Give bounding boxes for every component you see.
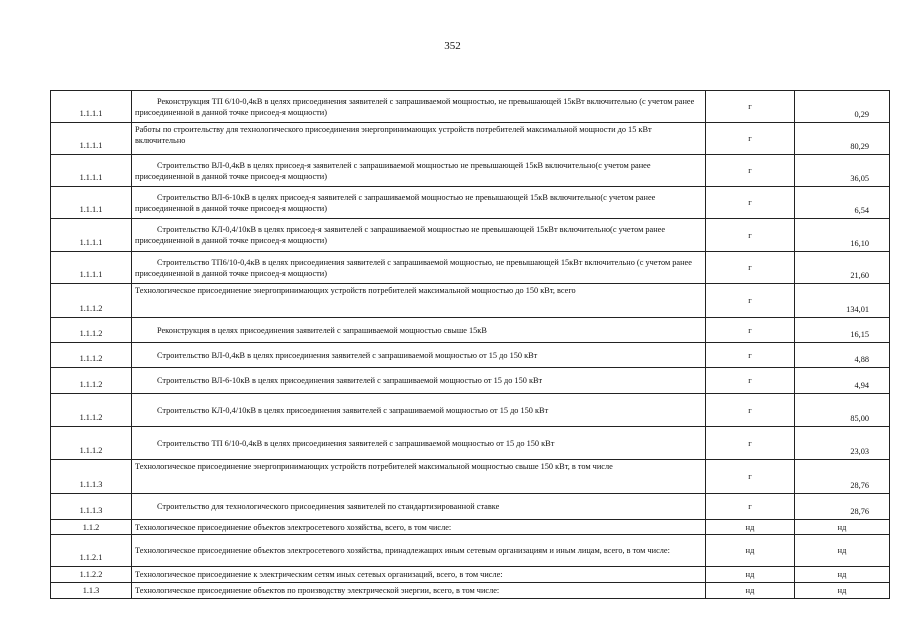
row-name: Реконструкция в целях присоединения заявителей с запрашиваемой мощностью свыше 15кВ: [132, 318, 706, 343]
row-unit: г: [706, 252, 795, 284]
table-row: [51, 219, 890, 252]
row-value: 21,60: [795, 252, 890, 284]
page-number: 352: [444, 40, 461, 52]
row-name: Технологическое присоединение энергопринимающих устройств потребителей максимальной мощностью до 150 кВт, всего: [132, 284, 706, 318]
table-row: [51, 368, 890, 394]
row-unit: г: [706, 123, 795, 155]
row-unit: г: [706, 494, 795, 520]
row-unit: г: [706, 91, 795, 123]
row-unit: г: [706, 318, 795, 343]
row-code: 1.1.1.1: [51, 187, 132, 219]
row-unit: нд: [706, 567, 795, 583]
row-name: Строительство ВЛ-6-10кВ в целях присоед-я заявителей с запрашиваемой мощностью не превышающей 15кВ включительно(с учетом ранее присоединенной в данной точке присоед-я мощности): [132, 187, 706, 219]
row-code: 1.1.3: [51, 583, 132, 599]
row-value: нд: [795, 520, 890, 535]
table-row: [51, 583, 890, 599]
row-value: 36,05: [795, 155, 890, 187]
row-code: 1.1.1.3: [51, 494, 132, 520]
row-name: Строительство КЛ-0,4/10кВ в целях присоединения заявителей с запрашиваемой мощностью от 15 до 150 кВт: [132, 394, 706, 427]
row-unit: г: [706, 219, 795, 252]
row-unit: г: [706, 460, 795, 494]
row-code: 1.1.1.2: [51, 343, 132, 368]
row-value: 16,15: [795, 318, 890, 343]
row-name: Технологическое присоединение к электрическим сетям иных сетевых организаций, всего, в том числе:: [132, 567, 706, 583]
row-value: 4,94: [795, 368, 890, 394]
row-name: Строительство ВЛ-0,4кВ в целях присоединения заявителей с запрашиваемой мощностью от 15 до 150 кВт: [132, 343, 706, 368]
row-name: Строительство ВЛ-0,4кВ в целях присоед-я заявителей с запрашиваемой мощностью не превышающей 15кВ включительно(с учетом ранее присоединенной в данной точке присоед-я мощности): [132, 155, 706, 187]
table-row: [51, 494, 890, 520]
row-code: 1.1.1.1: [51, 155, 132, 187]
row-value: 28,76: [795, 494, 890, 520]
row-code: 1.1.1.1: [51, 252, 132, 284]
table-row: [51, 123, 890, 155]
row-code: 1.1.1.2: [51, 394, 132, 427]
row-code: 1.1.1.1: [51, 91, 132, 123]
row-code: 1.1.1.1: [51, 123, 132, 155]
row-unit: г: [706, 343, 795, 368]
row-name: Технологическое присоединение объектов по производству электрической энергии, всего, в том числе:: [132, 583, 706, 599]
row-value: нд: [795, 535, 890, 567]
table-row: [51, 567, 890, 583]
table-row: [51, 91, 890, 123]
row-value: 0,29: [795, 91, 890, 123]
row-value: нд: [795, 567, 890, 583]
row-name: Технологическое присоединение объектов электросетевого хозяйства, принадлежащих иным сетевым организациям и иным лицам, всего, в том числе:: [132, 535, 706, 567]
row-code: 1.1.1.2: [51, 368, 132, 394]
row-value: 134,01: [795, 284, 890, 318]
table-row: [51, 252, 890, 284]
row-name: Реконструкция ТП 6/10-0,4кВ в целях присоединения заявителей с запрашиваемой мощностью, не превышающей 15кВт включительно (с учетом ранее присоединенной в данной точке присоед-я мощности): [132, 91, 706, 123]
table-row: [51, 394, 890, 427]
row-code: 1.1.2.2: [51, 567, 132, 583]
row-value: 85,00: [795, 394, 890, 427]
table-row: [51, 427, 890, 460]
row-code: 1.1.1.2: [51, 427, 132, 460]
row-name: Технологическое присоединение энергопринимающих устройств потребителей максимальной мощностью свыше 150 кВт, в том числе: [132, 460, 706, 494]
table-row: [51, 284, 890, 318]
row-code: 1.1.2.1: [51, 535, 132, 567]
row-code: 1.1.1.2: [51, 284, 132, 318]
row-value: 23,03: [795, 427, 890, 460]
row-unit: нд: [706, 520, 795, 535]
row-unit: г: [706, 394, 795, 427]
table-row: [51, 343, 890, 368]
investment-table: [50, 90, 890, 599]
row-value: 28,76: [795, 460, 890, 494]
table-row: [51, 520, 890, 535]
table-row: [51, 318, 890, 343]
table-row: [51, 187, 890, 219]
table-row: [51, 535, 890, 567]
row-value: нд: [795, 583, 890, 599]
row-unit: нд: [706, 583, 795, 599]
row-unit: г: [706, 284, 795, 318]
table-row: [51, 155, 890, 187]
row-value: 6,54: [795, 187, 890, 219]
row-code: 1.1.1.2: [51, 318, 132, 343]
row-value: 4,88: [795, 343, 890, 368]
row-name: Строительство ТП 6/10-0,4кВ в целях присоединения заявителей с запрашиваемой мощностью от 15 до 150 кВт: [132, 427, 706, 460]
row-unit: г: [706, 427, 795, 460]
row-code: 1.1.2: [51, 520, 132, 535]
row-name: Строительство для технологического присоединения заявителей по стандартизированной ставке: [132, 494, 706, 520]
row-value: 80,29: [795, 123, 890, 155]
row-name: Строительство КЛ-0,4/10кВ в целях присоед-я заявителей с запрашиваемой мощностью не превышающей 15кВт включительно(с учетом ранее присоединенной в данной точке присоед-я мощности): [132, 219, 706, 252]
row-unit: г: [706, 187, 795, 219]
table-row: [51, 460, 890, 494]
row-value: 16,10: [795, 219, 890, 252]
row-code: 1.1.1.1: [51, 219, 132, 252]
row-name: Строительство ВЛ-6-10кВ в целях присоединения заявителей с запрашиваемой мощностью от 15 до 150 кВт: [132, 368, 706, 394]
row-unit: нд: [706, 535, 795, 567]
row-code: 1.1.1.3: [51, 460, 132, 494]
row-name: Работы по строительству для технологического присоединения энергопринимающих устройств потребителей максимальной мощности до 15 кВт включительно: [132, 123, 706, 155]
row-name: Технологическое присоединение объектов электросетевого хозяйства, всего, в том числе:: [132, 520, 706, 535]
row-name: Строительство ТП6/10-0,4кВ в целях присоединения заявителей с запрашиваемой мощностью, не превышающей 15кВт включительно (с учетом ранее присоединенной в данной точке присоед-я мощности): [132, 252, 706, 284]
row-unit: г: [706, 368, 795, 394]
row-unit: г: [706, 155, 795, 187]
